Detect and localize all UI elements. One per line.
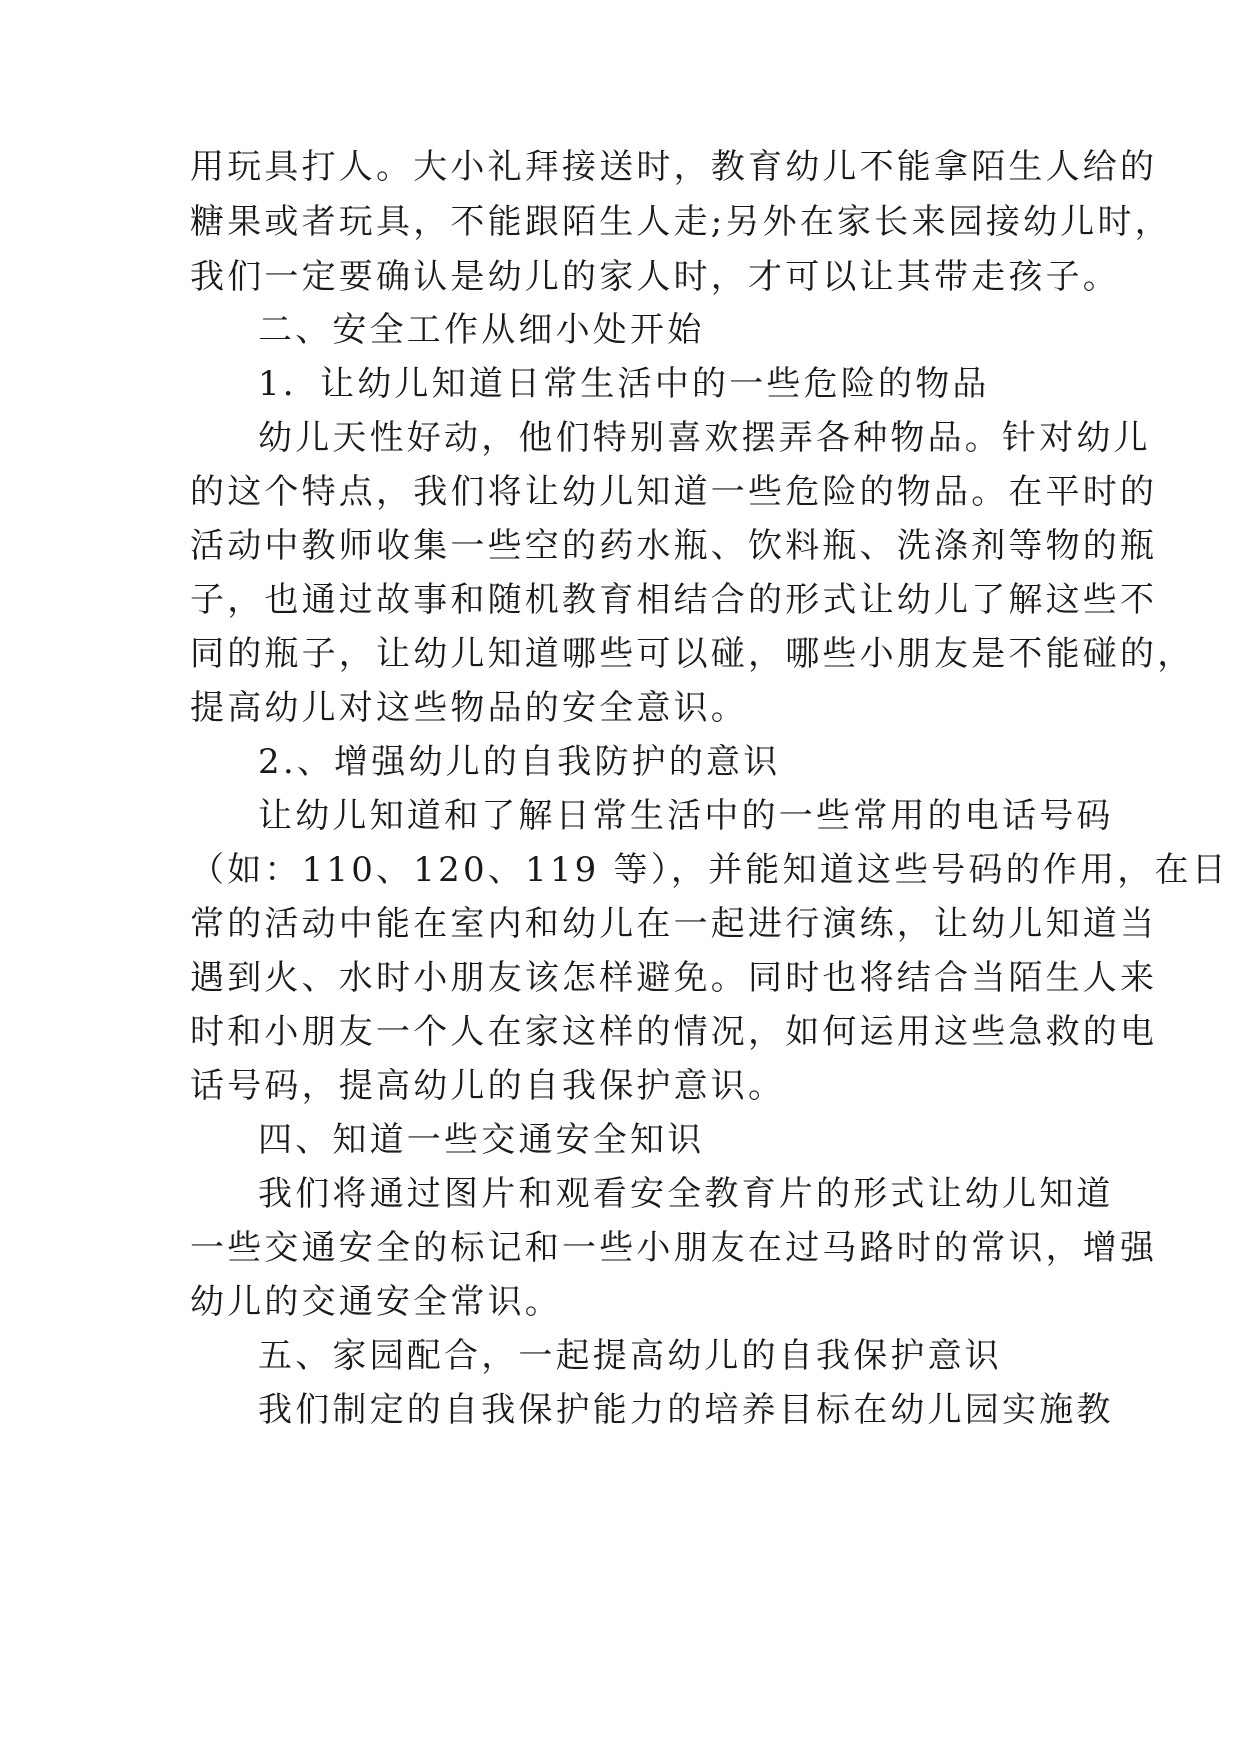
subsection-heading: 1．让幼儿知道日常生活中的一些危险的物品 (258, 364, 990, 404)
text-line: 我们将通过图片和观看安全教育片的形式让幼儿知道 (258, 1174, 1114, 1214)
text-line: 让幼儿知道和了解日常生活中的一些常用的电话号码 (258, 796, 1114, 836)
text-line: 我们制定的自我保护能力的培养目标在幼儿园实施教 (258, 1390, 1114, 1430)
text-line: 活动中教师收集一些空的药水瓶、饮料瓶、洗涤剂等物的瓶 (190, 526, 1158, 566)
text-line: 常的活动中能在室内和幼儿在一起进行演练，让幼儿知道当 (190, 904, 1158, 944)
text-line: 用玩具打人。大小礼拜接送时，教育幼儿不能拿陌生人给的 (190, 147, 1158, 187)
section-heading: 五、家园配合，一起提高幼儿的自我保护意识 (258, 1336, 1002, 1376)
text-line: 话号码，提高幼儿的自我保护意识。 (190, 1066, 786, 1106)
text-line: 提高幼儿对这些物品的安全意识。 (190, 688, 748, 728)
text-line: 子，也通过故事和随机教育相结合的形式让幼儿了解这些不 (190, 580, 1158, 620)
text-line: 一些交通安全的标记和一些小朋友在过马路时的常识，增强 (190, 1228, 1158, 1268)
text-line: 遇到火、水时小朋友该怎样避免。同时也将结合当陌生人来 (190, 958, 1158, 998)
text-line: 幼儿天性好动，他们特别喜欢摆弄各种物品。针对幼儿 (258, 418, 1151, 458)
text-line: 同的瓶子，让幼儿知道哪些可以碰，哪些小朋友是不能碰的， (190, 634, 1195, 674)
text-line: 糖果或者玩具，不能跟陌生人走;另外在家长来园接幼儿时， (190, 202, 1172, 242)
text-line: （如：110、120、119 等），并能知道这些号码的作用，在日 (190, 850, 1229, 890)
section-heading: 四、知道一些交通安全知识 (258, 1120, 705, 1160)
text-line: 时和小朋友一个人在家这样的情况，如何运用这些急救的电 (190, 1012, 1158, 1052)
section-heading: 二、安全工作从细小处开始 (258, 310, 705, 350)
text-line: 我们一定要确认是幼儿的家人时，才可以让其带走孩子。 (190, 257, 1120, 297)
text-line: 的这个特点，我们将让幼儿知道一些危险的物品。在平时的 (190, 472, 1158, 512)
subsection-heading: 2.、增强幼儿的自我防护的意识 (258, 742, 781, 782)
text-line: 幼儿的交通安全常识。 (190, 1282, 562, 1322)
